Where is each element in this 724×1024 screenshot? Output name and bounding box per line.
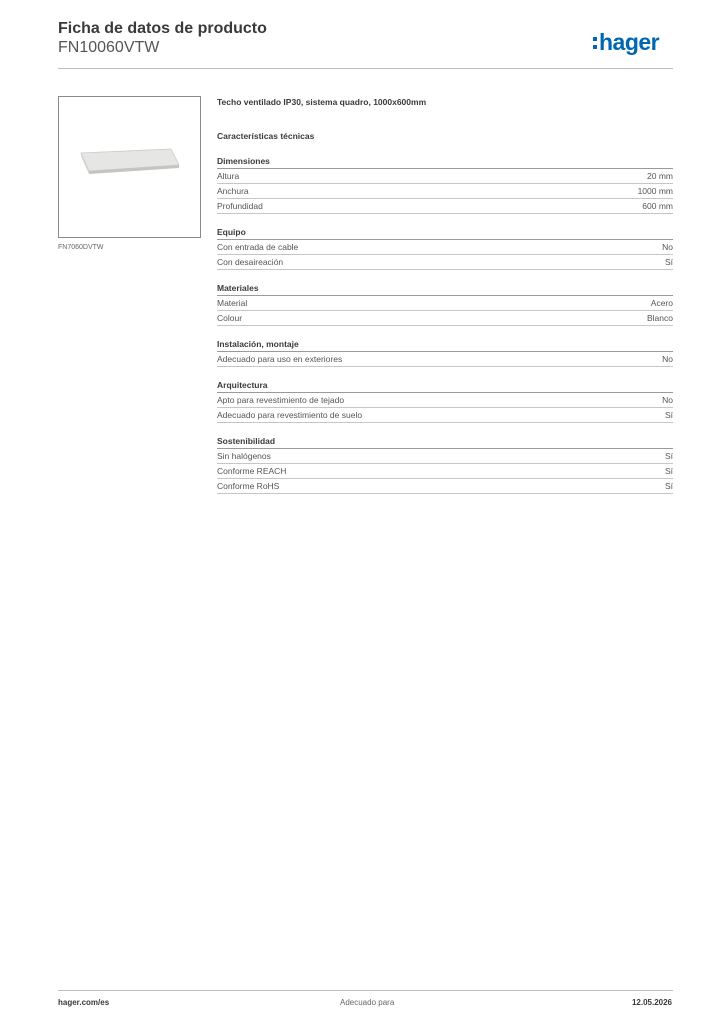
spec-label: Adecuado para revestimiento de suelo (217, 410, 363, 420)
spec-section (217, 338, 673, 367)
section-title: Materiales (217, 282, 673, 296)
spec-label: Altura (217, 171, 240, 181)
spec-label: Con desaireación (217, 257, 284, 267)
spec-row (217, 199, 673, 214)
spec-section (217, 226, 673, 270)
spec-section (217, 379, 673, 423)
spec-label: Conforme RoHS (217, 481, 280, 491)
spec-value: 1000 mm (637, 186, 673, 196)
product-image (58, 96, 201, 238)
spec-label: Profundidad (217, 201, 263, 211)
logo-text: hager (599, 29, 660, 55)
spec-row (217, 408, 673, 423)
footer-website-link[interactable]: hager.com/es (58, 998, 110, 1007)
product-code: FN10060VTW (58, 39, 160, 56)
spec-label: Conforme REACH (217, 466, 287, 476)
spec-row (217, 464, 673, 479)
spec-row (217, 240, 673, 255)
product-details (217, 95, 673, 494)
ventilated-roof-panel-image (59, 97, 202, 239)
spec-label: Anchura (217, 186, 249, 196)
spec-label: Colour (217, 313, 243, 323)
hager-logo[interactable] (592, 28, 674, 56)
section-title: Arquitectura (217, 379, 673, 393)
spec-value: Sí (664, 410, 673, 420)
spec-label: Apto para revestimiento de tejado (217, 395, 345, 405)
spec-section (217, 282, 673, 326)
footer-divider (58, 990, 673, 991)
spec-value: Acero (650, 298, 673, 308)
spec-row (217, 449, 673, 464)
spec-section (217, 435, 673, 494)
spec-sections (217, 155, 673, 494)
footer-date: 12.05.2026 (631, 998, 672, 1007)
spec-label: Con entrada de cable (217, 242, 299, 252)
section-title: Sostenibilidad (217, 435, 673, 449)
section-title: Dimensiones (217, 155, 673, 169)
spec-row (217, 311, 673, 326)
spec-row (217, 184, 673, 199)
header-divider (58, 68, 673, 69)
spec-value: Sí (664, 257, 673, 267)
section-title: Instalación, montaje (217, 338, 673, 352)
spec-row (217, 479, 673, 494)
spec-row (217, 393, 673, 408)
spec-row (217, 255, 673, 270)
spec-value: Blanco (647, 313, 673, 323)
spec-value: No (662, 242, 673, 252)
technical-characteristics-title: Características técnicas (217, 131, 315, 141)
spec-value: No (662, 354, 673, 364)
image-caption: FN7060DVTW (58, 244, 104, 251)
spec-value: No (662, 395, 673, 405)
section-title: Equipo (217, 226, 673, 240)
page-title: Ficha de datos de producto (58, 20, 267, 37)
spec-section (217, 155, 673, 214)
spec-value: 20 mm (647, 171, 673, 181)
footer-note: Adecuado para (340, 998, 395, 1007)
spec-label: Material (217, 298, 248, 308)
spec-value: Sí (664, 481, 673, 491)
spec-value: Sí (664, 466, 673, 476)
spec-row (217, 169, 673, 184)
spec-label: Adecuado para uso en exteriores (217, 354, 343, 364)
spec-label: Sin halógenos (217, 451, 271, 461)
spec-value: Sí (664, 451, 673, 461)
product-description: Techo ventilado IP30, sistema quadro, 1000x600mm (217, 97, 427, 107)
spec-row (217, 352, 673, 367)
spec-value: 600 mm (642, 201, 673, 211)
spec-row (217, 296, 673, 311)
